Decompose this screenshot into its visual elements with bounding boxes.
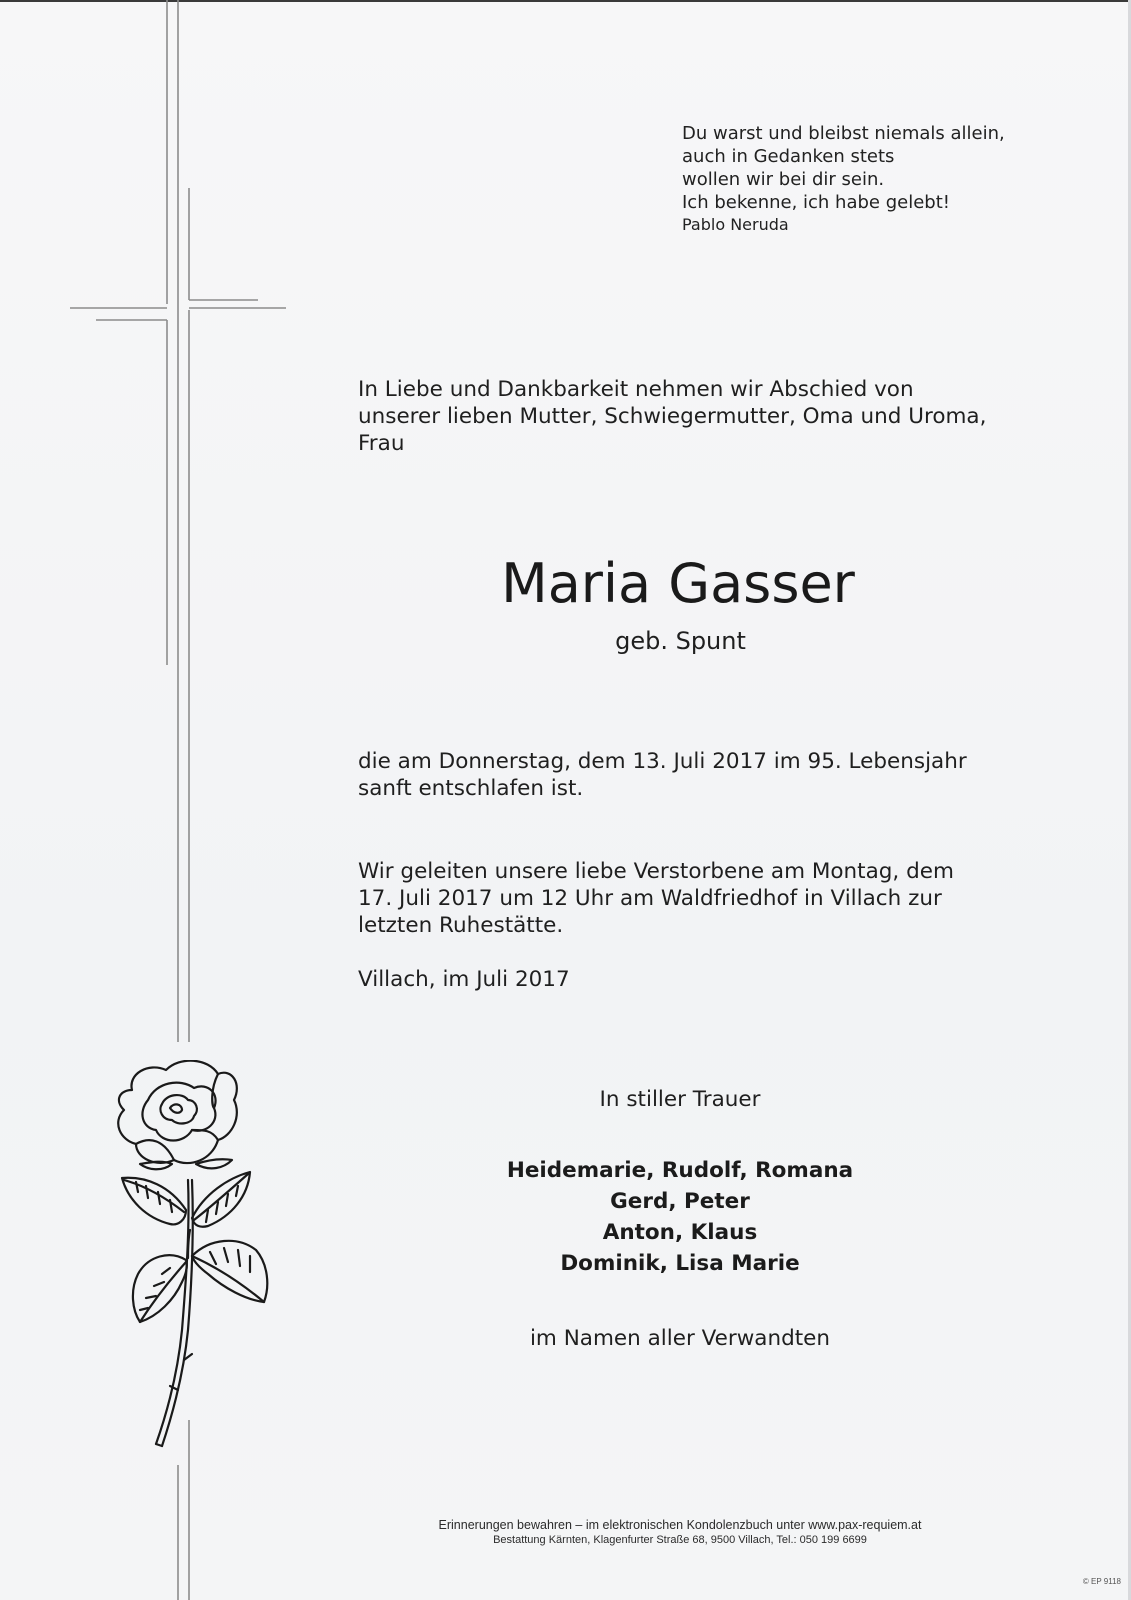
family-member-line: Anton, Klaus [602,1220,758,1245]
funeral-line: 17. Juli 2017 um 12 Uhr am Waldfriedhof in Villach zur [358,886,942,911]
funeral-line: Wir geleiten unsere liebe Verstorbene am Montag, dem [358,859,954,884]
intro-paragraph [358,376,1018,457]
intro-line: unserer lieben Mutter, Schwiegermutter, Oma und Uroma, [358,404,987,429]
funeral-notice [358,858,1018,939]
quote-line: Ich bekenne, ich habe gelebt! [682,192,950,213]
copyright-mark: © EP 9118 [1082,1577,1121,1586]
footer-undertaker-line: Bestattung Kärnten, Klagenfurter Straße 68, 9500 Villach, Tel.: 050 199 6699 [493,1534,867,1546]
death-line: sanft entschlafen ist. [358,776,584,801]
death-notice [358,748,1018,802]
family-member-line: Dominik, Lisa Marie [560,1251,800,1276]
intro-line: In Liebe und Dankbarkeit nehmen wir Abschied von [358,377,914,402]
footer-condolence-line: Erinnerungen bewahren – im elektronischen Kondolenzbuch unter www.pax-requiem.at [438,1518,922,1532]
relatives-line: im Namen aller Verwandten [529,1326,831,1351]
quote-line: wollen wir bei dir sein. [682,169,885,190]
rose-icon [100,1060,290,1450]
maiden-name: geb. Spunt [615,627,746,655]
intro-line: Frau [358,431,405,456]
quote-line: Du warst und bleibst niemals allein, [682,123,1005,144]
family-member-line: Heidemarie, Rudolf, Romana [506,1158,854,1183]
funeral-line: letzten Ruhestätte. [358,913,564,938]
footer [400,1518,960,1547]
mourning-heading: In stiller Trauer [599,1087,761,1112]
quote-line: auch in Gedanken stets [682,146,895,167]
family-member-line: Gerd, Peter [610,1189,750,1214]
place-date: Villach, im Juli 2017 [358,967,570,992]
family-list [480,1155,880,1279]
poem-quote [682,122,1005,236]
death-line: die am Donnerstag, dem 13. Juli 2017 im 95. Lebensjahr [358,749,967,774]
deceased-name: Maria Gasser [501,552,855,615]
quote-author: Pablo Neruda [682,215,789,234]
